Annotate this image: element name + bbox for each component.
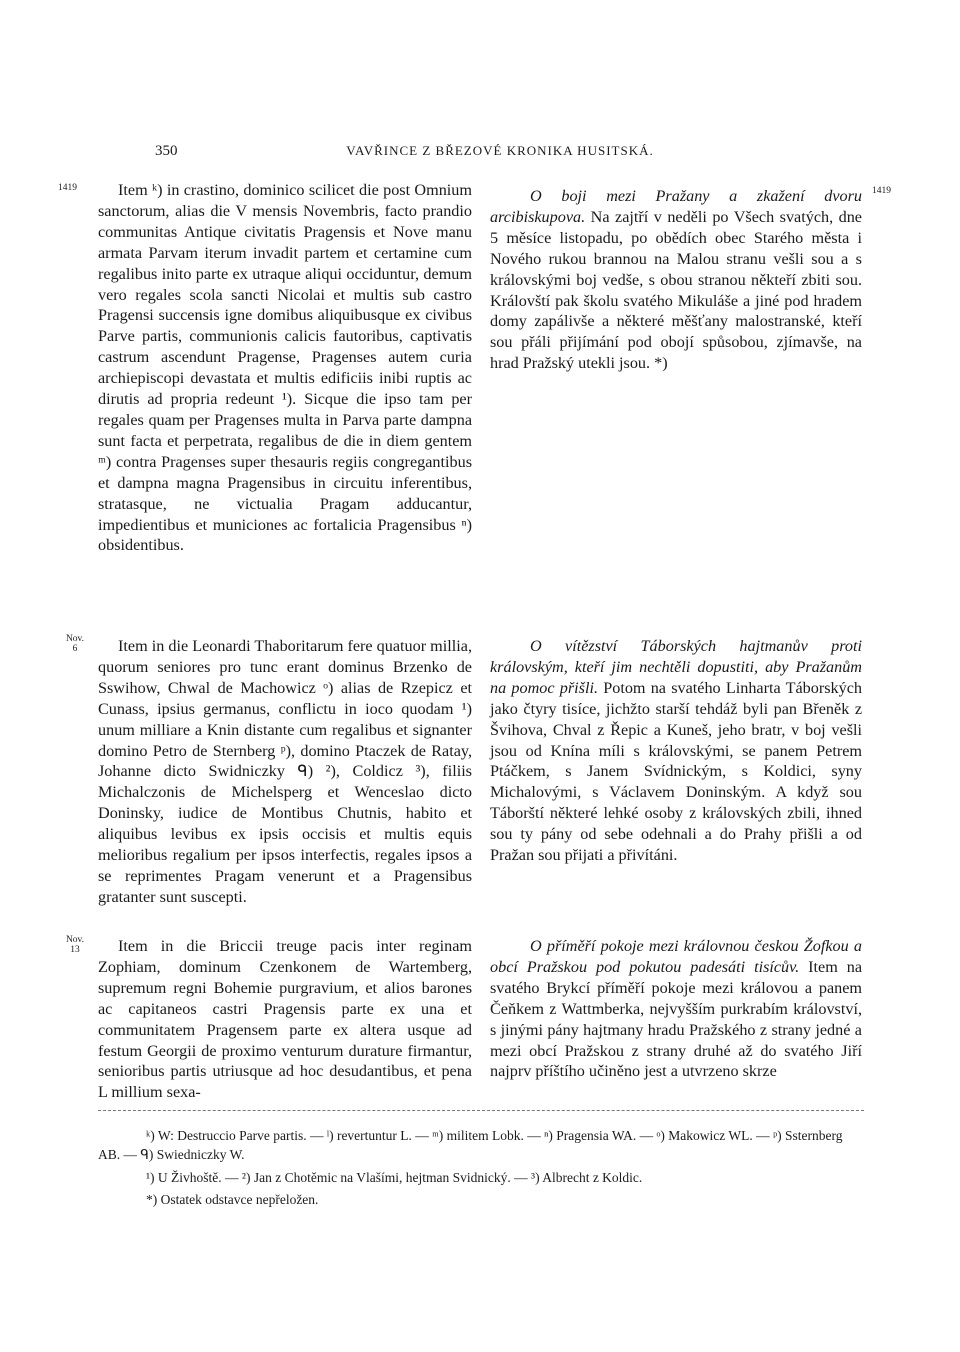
- latin-paragraph-3: [98, 936, 472, 1103]
- footnote-variants: ᵏ) W: Destruccio Parve partis. — ˡ) revertuntur L. — ᵐ) militem Lobk. — ⁿ) Pragensia WA. — ᵒ) Makowicz WL. — ᵖ) Ssternberg AB. — ᑫ) Swiedniczky W.: [98, 1128, 843, 1162]
- margin-date-nov-6: [60, 634, 90, 654]
- running-header: [0, 143, 960, 165]
- latin-paragraph-2: [98, 636, 472, 908]
- czech-section-1: [490, 186, 862, 374]
- section-heading: O příměří pokoje mezi královnou českou Žofkou a obcí Pražskou pod pokutou padesáti tisícův.: [490, 937, 862, 976]
- czech-section-3: [490, 936, 862, 1082]
- latin-text: Item ᵏ) in crastino, dominico scilicet die post Omnium sanctorum, alias die V mensis Novembris, facto prandio communitas Antique civitatis Pragensis et Nove manu armata Parvam iterum invadit partem et certamine cum regalibus inito parte ex utraque aliqui occiduntur, demum vero regales scola sancti Nicolai et multis sub castro Pragensi succensis igne domibus aliquibusque ex civibus Parve partis, communionis calicis fautoribus, captivatis castrum ascendunt Pragense, Pragenses autem curia archiepiscopi devastata et multis edificiis inibi ruptis ac dirutis ad propria redeunt ¹). Sicque die ipso tam per regales quam per Pragenses multa in Parva parte dampna sunt facta et perpetrata, regalibus de die in diem gentem ᵐ) contra Pragenses super thesauris regiis congregantibus et dampna magna Pragensibus in circuitu inferentibus, stratasque, ne victualia Pragam adducantur, impedientibus et municiones ac fortalicia Pragensibus ⁿ) obsidentibus.: [98, 181, 472, 555]
- margin-year-right: 1419: [872, 186, 891, 196]
- footnotes: [98, 1126, 866, 1209]
- czech-section-2: [490, 636, 862, 866]
- margin-date-month: Nov.: [65, 634, 85, 644]
- margin-year-left: 1419: [58, 183, 77, 193]
- section-heading: O vítězství Táborských hajtmanův proti královským, kteří jim nechtěli dopustiti, aby Pražanům na pomoc přišli.: [490, 637, 862, 697]
- margin-date-nov-13: [60, 935, 90, 955]
- margin-date-day: 6: [72, 644, 78, 654]
- section-body: Item na svatého Brykcí příměří pokoje mezi královou a panem Čeňkem z Wattmberka, nejvyšším purkrabím království, s jinými pány hajtmany hradu Pražského z strany jedné a mezi obcí Pražskou z strany druhé až do svatého Jiří najprv příštího učiněno jest a utvrzeno skrze: [490, 957, 863, 1081]
- margin-date-day: 13: [70, 945, 80, 955]
- footnote-translator: *) Ostatek odstavce nepřeložen.: [146, 1192, 319, 1207]
- page-number: 350: [155, 143, 178, 159]
- section-heading: O boji mezi Pražany a zkažení dvoru arcibiskupova.: [490, 187, 862, 226]
- section-body: Na zajtří v neděli po Všech svatých, dne 5 měsíce listopadu, po obědích obec Starého města i Nového rukou brannou na Malou stranu vešli sou a s královskými boj vedše, s obou stranou někteří zbiti sou. Královští pak školu svatého Mikuláše a jiné pod hradem domy zapálivše a některé měšťany malostranské, kteří sou přáli přijímání pod obojí spůsobou, zjímavše, na hrad Pražský utekli jsou. *): [490, 207, 862, 373]
- footnote-divider: [98, 1110, 864, 1111]
- latin-text: Item in die Leonardi Thaboritarum fere quatuor millia, quorum seniores pro tunc erant dominus Brzenko de Sswihow, Chwal de Machowicz ᵒ) alias de Rzepicz et Cunass, ipsius germanus, conflictu in ioco quodam ¹) unum milliare a Knin distante cum regalibus et signanter domino Petro de Sternberg ᵖ), domino Ptaczek de Ratay, Johanne dicto Swidniczky ᑫ) ²), Coldicz ³), filiis Michalczonis de Michelsperg et Wenceslao dicto Doninsky, iudice de Montibus Chutnis, habito et aliquibus levibus ex ipsis occisis et multis equis melioribus regalium per ipsos interfectis, regales ipsos a se reprimentes Pragam venerunt et a Pragensibus gratanter sunt suscepti.: [98, 637, 472, 906]
- latin-text: Item in die Briccii treuge pacis inter reginam Zophiam, dominum Czenkonem de Wartemberg, supremum regni Bohemie purgravium, et alios barones ac capitaneos castri Pragensis parte ex una et communitatem Pragensem parte ex altera usque ad festum Georgii de proximo venturum durature firmantur, senioribus partis utriusque ad hoc desudantibus, et pena L millium sexa-: [98, 937, 472, 1102]
- margin-date-month: Nov.: [65, 935, 85, 945]
- latin-paragraph-1: [98, 180, 472, 556]
- section-body: Potom na svatého Linharta Táborských jako čtyry tisíce, jichžto starší tehdáž byli pan Břeněk z Švihova, Chval z Řepic a Kuneš, jeho bratr, v boj vešli jsou od Knína míli s královskými, se panem Petrem Ptáčkem, s Janem Svídnickým, s Koldici, syny Michalovými, s Václavem Doninským. A když sou Táborští některé lehké osoby z královských zbili, ihned sou ty pány od sebe odehnali a do Prahy přišli a od Pražan sou přijati a přivítáni.: [490, 678, 863, 865]
- footnote-notes: ¹) U Živhoště. — ²) Jan z Chotěmic na Vlašími, hejtman Svidnický. — ³) Albrecht z Koldic.: [146, 1170, 643, 1185]
- running-title: VAVŘINCE Z BŘEZOVÉ KRONIKA HUSITSKÁ.: [346, 143, 654, 158]
